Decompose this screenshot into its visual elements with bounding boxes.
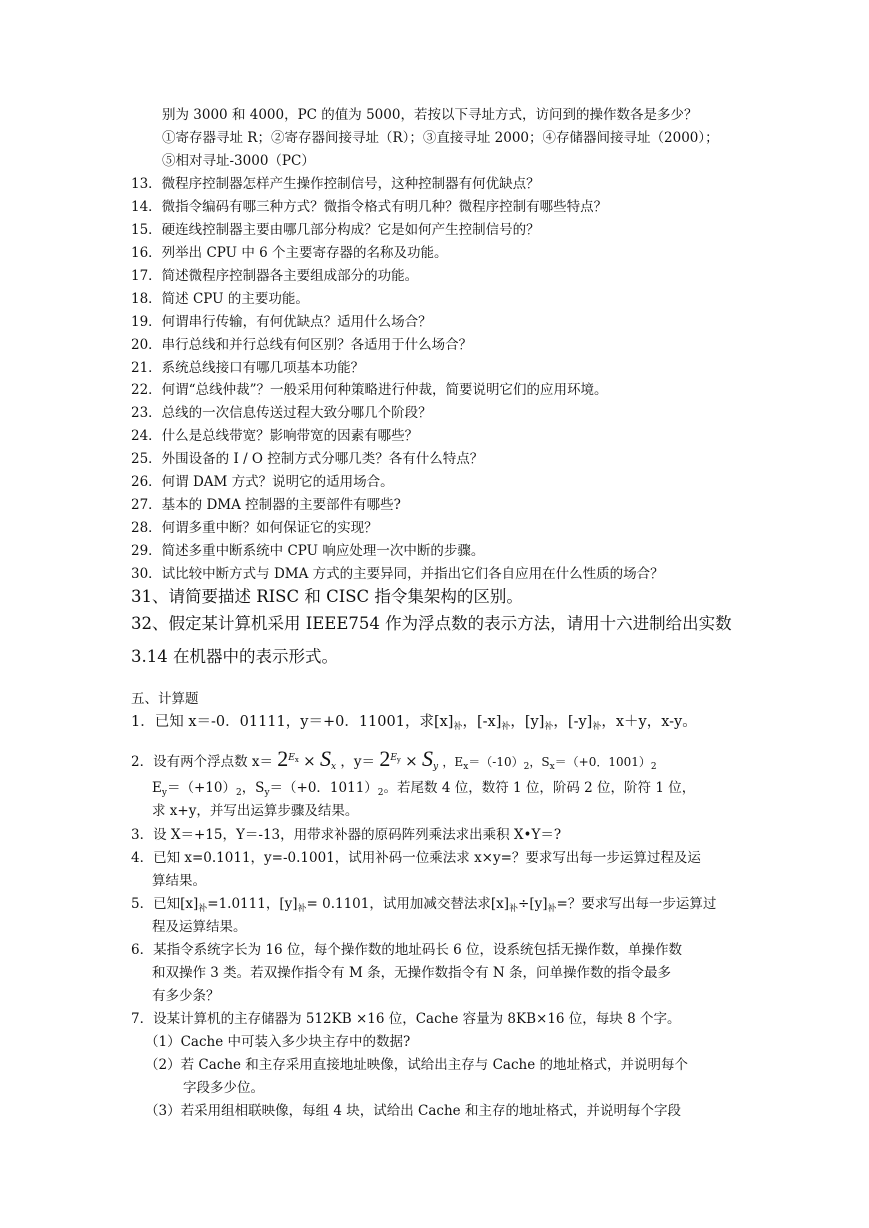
calc-problem-3: 3．设 X＝+15，Y＝-13，用带求补器的原码阵列乘法求出乘积 X•Y＝? [131, 827, 562, 843]
q12-options-line-2: ⑤相对寻址-3000（PC） [162, 153, 315, 169]
calc-problem-2-line-1: 2．设有两个浮点数 $x= 2^{E_x} \times S_x$ ，$y= 2^{E_y} \times S_y$ ，$E_x=(-10)_2$，$S_x=(+0$．$1001)_2$ [131, 746, 657, 772]
calc-problem-1: 1．已知 x＝-0．01111，y＝+0．11001，求$[x]_补$，$[-x]_补$，$[y]_补$，$[-y]_补$，x＋y，x-y。 [131, 714, 697, 732]
calc-problem-7-part-1: （1）Cache 中可装入多少块主存中的数据? [145, 1034, 411, 1050]
calc-problem-6-line-1: 6．某指令系统字长为 16 位，每个操作数的地址码长 6 位，设系统包括无操作数，单操作数 [131, 942, 683, 958]
calc-problem-6-line-3: 有多少条？ [152, 988, 220, 1004]
question-26: 26．何谓 DAM 方式？说明它的适用场合。 [131, 474, 394, 490]
calc-problem-7-part-2-line-1: （2）若 Cache 和主存采用直接地址映像，试给出主存与 Cache 的地址格式，并说明每个 [145, 1057, 688, 1073]
question-20: 20．串行总线和并行总线有何区别？各适用于什么场合？ [131, 337, 473, 353]
calc-problem-6-line-2: 和双操作 3 类。若双操作指令有 M 条，无操作数指令有 N 条，问单操作数的指令最多 [152, 965, 671, 981]
question-27: 27．基本的 DMA 控制器的主要部件有哪些? [131, 497, 401, 513]
question-14: 14．微指令编码有哪三种方式？微指令格式有明几种？微程序控制有哪些特点？ [131, 199, 608, 215]
question-13: 13．微程序控制器怎样产生操作控制信号，这种控制器有何优缺点？ [131, 176, 540, 192]
question-17: 17．简述微程序控制器各主要组成部分的功能。 [131, 268, 419, 284]
question-31: 31、请简要描述 RISC 和 CISC 指令集架构的区别。 [131, 587, 523, 606]
question-22: 22．何谓“总线仲裁”？一般采用何种策略进行仲裁，简要说明它们的应用环境。 [131, 382, 608, 398]
question-16: 16．列举出 CPU 中 6 个主要寄存器的名称及功能。 [131, 245, 448, 261]
question-28: 28．何谓多重中断？如何保证它的实现？ [131, 520, 378, 536]
question-30: 30．试比较中断方式与 DMA 方式的主要异同，并指出它们各自应用在什么性质的场合？ [131, 566, 664, 582]
calc-problem-7: 7．设某计算机的主存储器为 512KB ×16 位，Cache 容量为 8KB×16 位，每块 8 个字。 [131, 1011, 681, 1027]
question-24: 24．什么是总线带宽？影响带宽的因素有哪些？ [131, 428, 419, 444]
formula-x: $2^{E_x} \times S_x$ [277, 746, 337, 772]
calc-problem-5-line-1: 5．已知$[x]_补=1.0111$，$[y]_补= 0.1101$，试用加减交替法求$[x]_补\div[y]_补=$？要求写出每一步运算过 [131, 896, 717, 914]
calc-problem-5-line-2: 程及运算结果。 [152, 919, 247, 935]
calc-problem-7-part-2-line-2: 字段多少位。 [183, 1080, 264, 1096]
calc-problem-4-line-2: 算结果。 [152, 873, 206, 889]
q12-continuation-line: 别为 3000 和 4000，PC 的值为 5000，若按以下寻址方式，访问到的操作数各是多少？ [162, 107, 698, 123]
question-32-line-1: 32、假定某计算机采用 IEEE754 作为浮点数的表示方法，请用十六进制给出实数 [131, 614, 732, 633]
formula-y: $2^{E_y} \times S_y$ [379, 746, 439, 772]
q12-options-line: ①寄存器寻址 R；②寄存器间接寻址（R）；③直接寻址 2000；④存储器间接寻址（2000）； [162, 130, 719, 146]
calc-problem-2-line-3: 求 x+y，并写出运算步骤及结果。 [152, 803, 359, 819]
section-heading-calculation: 五、计算题 [131, 691, 199, 707]
question-15: 15．硬连线控制器主要由哪几部分构成？它是如何产生控制信号的？ [131, 222, 540, 238]
question-23: 23．总线的一次信息传送过程大致分哪几个阶段？ [131, 405, 432, 421]
calc-problem-2-line-2: $E_y=(+10)_2$，$S_y=(+0$．$1011)_2$。若尾数 4 位，数符 1 位，阶码 2 位，阶符 1 位， [152, 780, 696, 798]
question-25: 25．外围设备的 I / O 控制方式分哪几类？各有什么特点？ [131, 451, 484, 467]
calc-problem-7-part-3: （3）若采用组相联映像，每组 4 块，试给出 Cache 和主存的地址格式，并说明每个字段 [145, 1103, 681, 1119]
question-18: 18．简述 CPU 的主要功能。 [131, 291, 309, 307]
question-21: 21．系统总线接口有哪几项基本功能？ [131, 360, 365, 376]
question-29: 29．简述多重中断系统中 CPU 响应处理一次中断的步骤。 [131, 543, 485, 559]
question-32-line-2: 3.14 在机器中的表示形式。 [131, 647, 338, 666]
calc-problem-4-line-1: 4．已知 x=0.1011，y=-0.1001，试用补码一位乘法求 x×y=？要求写出每一步运算过程及运 [131, 850, 701, 866]
question-19: 19．何谓串行传输，有何优缺点？适用什么场合？ [131, 314, 432, 330]
